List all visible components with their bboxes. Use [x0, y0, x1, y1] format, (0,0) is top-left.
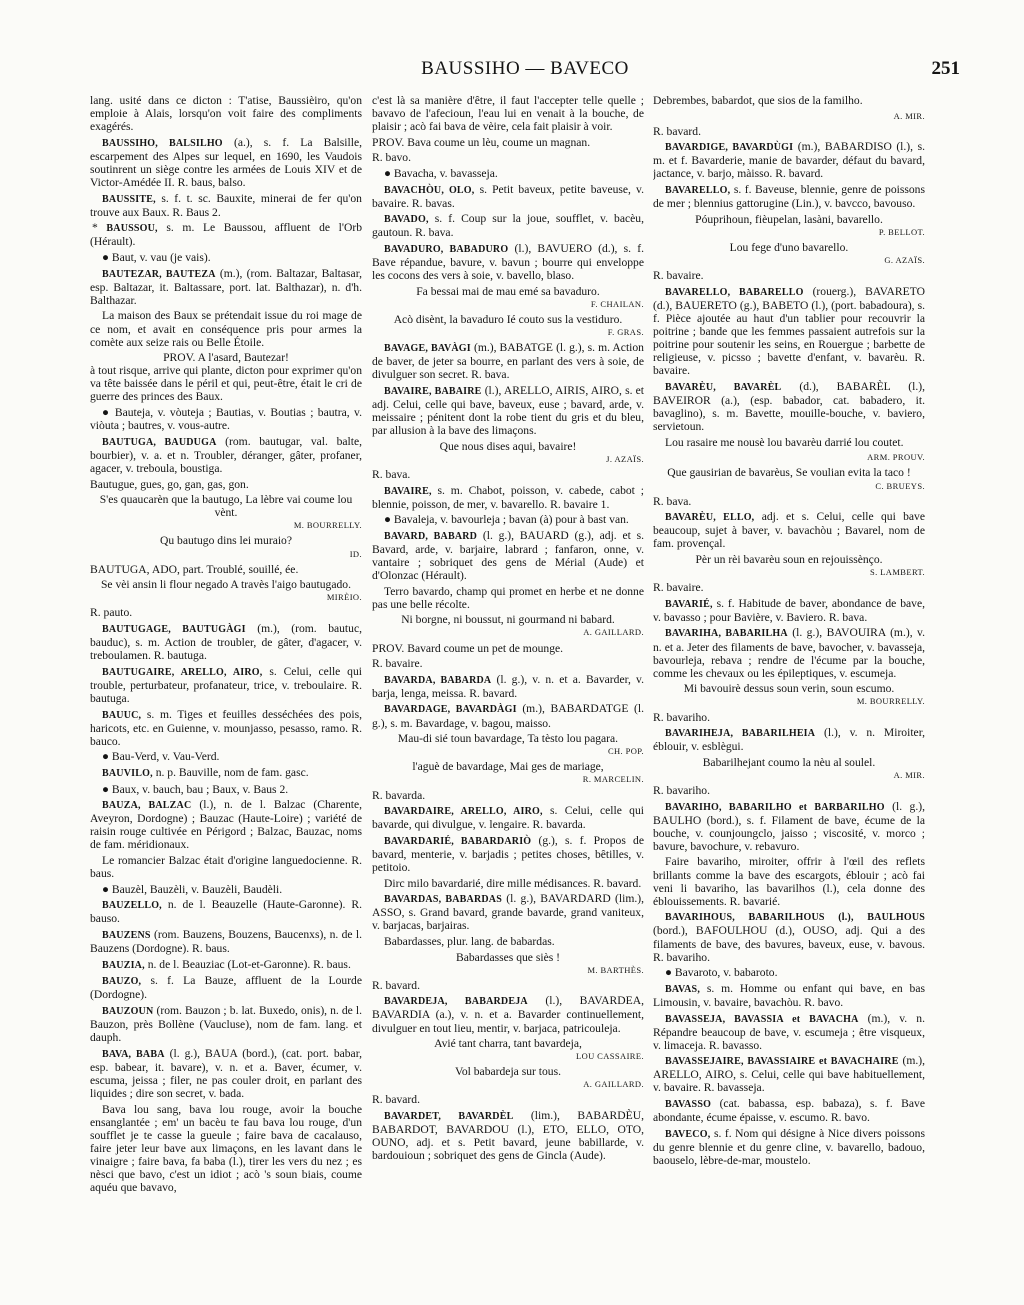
page-title: BAUSSIHO — BAVECO [421, 58, 629, 79]
entry-body: (l. g.), v. n. et a. Bavarder, v. barja, lenga, meissa. R. bavard. [372, 672, 644, 700]
dictionary-entry [90, 136, 362, 189]
dictionary-entry [90, 974, 362, 1001]
citation-verse [90, 493, 362, 519]
entry-body: J. AZAÏS. [606, 453, 644, 464]
dictionary-entry [372, 1109, 644, 1162]
entry-body: A. MIR. [893, 769, 925, 780]
entry-body: (l. g.), BAULHO (bord.), s. f. Filament de bave, écume de la bouche, v. counjoungclo, jaisso ; viscosité, v. morco ; bavure, bavochure, v. rebavuro. [653, 799, 925, 853]
headword: BAUUC, [102, 709, 142, 721]
dictionary-entry [372, 341, 644, 381]
entry-body: (l.), v. n. Miroiter, éblouir, v. esblègui. [653, 726, 925, 754]
entry-body: R. bavariho. [653, 784, 710, 797]
entry-body: A. GAILLARD. [583, 1079, 644, 1090]
entry-body: (g.), s. f. Propos de bavard, menterie, v. barjadis ; petites choses, bêtilles, v. petitoio. [372, 833, 644, 874]
entry-body: (l. g.), BAUARD (g.), adj. et s. Bavard, arde, v. barjaire, labrard ; fanfaron, onne, v. vantaire ; sobriquet des gens de Mérial (Aude) et d'Olonzac (Hérault). [372, 528, 644, 583]
entry-body: Póuprihoun, fièupelan, lasàni, bavarello. [695, 212, 883, 226]
headword: BAVARD, BABARD [384, 530, 478, 542]
entry-body: (m.), v. n. Répandre beaucoup de bave, v. escumeja ; être visqueux, v. limaceja. R. bavasso. [653, 1011, 925, 1052]
entry-body: s. m. Homme ou enfant qui bave, en bas Limousin, v. bavaire, bavachòu. R. bavo. [653, 981, 925, 1009]
entry-body: F. GRAS. [607, 327, 644, 337]
headword: BAVARIHA, BABARILHA [665, 628, 788, 640]
entry-body: Debrembes, babardot, que sios de la familho. [653, 94, 863, 107]
entry-body: s. m. Le Baussou, affluent de l'Orb (Hérault). [90, 221, 362, 249]
headword: BAUTUGAGE, BAUTUGÀGI [102, 623, 246, 635]
entry-body: Lou fege d'uno bavarello. [729, 240, 849, 254]
citation-author [653, 769, 925, 782]
headword: BAVARDAS, BABARDAS [384, 894, 502, 906]
citation-author [90, 591, 362, 604]
dictionary-entry [653, 510, 925, 550]
entry-body: Qu bautugo dins lei muraio? [159, 534, 292, 548]
entry-body: R. bavarda. [372, 788, 426, 802]
citation-verse [653, 756, 925, 769]
entry-text [372, 979, 644, 992]
entry-body: MIRÈIO. [326, 592, 362, 603]
entry-body: n. p. Bauville, nom de fam. gasc. [155, 765, 309, 779]
entry-body: Vol babardeja sur tous. [454, 1065, 562, 1079]
dictionary-entry [90, 708, 362, 748]
entry-body: (bord.), BAFOULHOU (d.), OUSO, adj. Qui a des filaments de bave, des bavures, baveux, euse, v. bavous. R. bavariho. [653, 924, 925, 964]
headword: BAVARDARIÉ, BABARDARIÒ [384, 835, 532, 847]
citation-author [372, 964, 644, 977]
dictionary-entry [90, 928, 362, 955]
citation-verse [372, 613, 644, 626]
dictionary-entry [653, 380, 925, 433]
dictionary-entry [372, 702, 644, 729]
entry-body: Terro bavardo, champ qui promet en herbe et ne donne pas une belle récolte. [372, 584, 644, 611]
entry-body: Babardasses que siès ! [456, 950, 560, 964]
entry-text [372, 789, 644, 802]
entry-body: l'aguè de bavardage, Mai ges de mariage, [412, 760, 604, 774]
entry-body: lang. usité dans ce dicton : T'atise, Baussièiro, qu'on emploie à Alais, lorsqu'on voit faire des compliments exagérés. [90, 94, 362, 134]
entry-text [653, 495, 925, 508]
headword: BAUZIA, [102, 959, 145, 971]
dictionary-entry [90, 192, 362, 219]
entry-body: R. bava. [653, 494, 692, 508]
running-header [90, 58, 960, 88]
headword: BAUTUGAIRE, ARELLO, AIRO, [102, 666, 263, 678]
entry-body: n. de l. Beauzelle (Haute-Garonne). R. bauso. [90, 898, 362, 926]
citation-author [372, 1050, 644, 1063]
entry-body: Lou rasaire me nousè lou bavarèu darrié lou coutet. [665, 435, 904, 449]
entry-body: ● Bau-Verd, v. Vau-Verd. [102, 750, 220, 764]
entry-body: s. f. t. sc. Bauxite, minerai de fer qu'on trouve aux Baux. R. Baus 2. [90, 191, 362, 219]
citation-author [90, 548, 362, 561]
headword: BAVASSO [665, 1099, 712, 1111]
citation-author [372, 453, 644, 466]
entry-body: Dirc milo bavardarié, dire mille médisances. R. bavard. [384, 876, 642, 890]
dictionary-entry [90, 883, 362, 896]
citation-author [653, 695, 925, 708]
entry-body: s. m. Tiges et feuilles desséchées des pois, haricots, etc. en Guienne, v. mounjasso, pesasso, ramo. R. bauco. [90, 707, 362, 748]
entry-body: R. bavaire. [653, 269, 704, 283]
headword: BAVARDET, BAVARDÈL [384, 1111, 514, 1123]
headword: BAVAGE, BAVÀGI [384, 343, 471, 355]
headword: BAVAS, [665, 983, 701, 995]
citation-author [372, 298, 644, 311]
dictionary-entry [372, 484, 644, 511]
entry-body: C. BRUEYS. [875, 480, 925, 491]
entry-body: (rouerg.), BAVARETO (d.), BAUERETO (g.), BABETO (l.), (port. babadoura), s. f. Pièce ajoutée au haut d'un tablier pour recouvrir la poitrine ; bande que les femmes passaient autrefois sur la poitrine pour soutenir les seins, en Rouergue ; barbette de religieuse, v. picsso ; bavette d'enfant, v. bavarèu. R. bavaire. [653, 284, 925, 378]
citation-author [653, 451, 925, 464]
entry-body: PROV. Bavard coume un pet de mounge. [372, 641, 564, 655]
entry-body: PROV. A l'asard, Bautezar! [163, 351, 289, 365]
entry-body: s. Celui, celle qui trouble, perturbateur, profanateur, trice, v. treboulaire. R. bautuga. [90, 664, 362, 705]
dictionary-entry [372, 167, 644, 180]
entry-body: Faire bavariho, miroiter, offrir à l'œil des reflets brillants comme la bave des escargots, éblouir ; acò fai veni li bavariho, las bavarilhos (l.), cela donne des éblouissements. R. bavarié. [653, 855, 925, 908]
headword: BAVARELLO, [665, 185, 731, 197]
dictionary-entry [372, 673, 644, 700]
headword: BAVAIRE, BABAIRE [384, 385, 482, 397]
headword: BAVAIRE, [384, 485, 432, 497]
entry-body: Ni borgne, ni boussut, ni gourmand ni babard. [401, 613, 615, 627]
entry-body: s. Petit baveux, petite baveuse, v. bavaire. R. bavas. [372, 182, 644, 210]
headword: BAVA, BABA [102, 1048, 165, 1060]
entry-body: R. bavaire. [372, 657, 423, 671]
dictionary-entry [653, 597, 925, 624]
citation-author [653, 226, 925, 239]
entry-body: Fa bessai mai de mau emé sa bavaduro. [416, 284, 600, 298]
dictionary-entry [90, 766, 362, 780]
dictionary-entry [653, 1012, 925, 1052]
dictionary-entry [372, 892, 644, 932]
entry-body: R. pauto. [90, 606, 133, 620]
entry-body: ● Bauzèl, Bauzèli, v. Bauzèli, Baudèli. [102, 882, 283, 896]
asterisk-mark: * [92, 221, 107, 235]
citation-verse [90, 351, 362, 364]
headword: BAVASSEJAIRE, BAVASSIAIRE et BAVACHAIRE [665, 1056, 899, 1068]
headword: BAUZO, [102, 976, 142, 988]
entry-body: Le romancier Balzac était d'origine languedocienne. R. baus. [90, 853, 362, 881]
entry-text [90, 563, 362, 576]
headword: BAVADURO, BABADURO [384, 243, 509, 255]
dictionary-entry [372, 935, 644, 948]
entry-body: c'est là sa manière d'être, il faut l'accepter telle quelle ; bavavo de l'afecioun, l'eau lui en venait à la bouche, de plaisir ; acò fai bava de vèire, cela fait plaisir à voir. [372, 94, 644, 134]
entry-body: (l.), BAVUERO (d.), s. f. Bave répandue, bavure, v. bavun ; bourre qui enveloppe les cocons des vers à soie, v. bavello, blaso. [372, 241, 644, 283]
citation-verse [90, 578, 362, 591]
entry-text [372, 151, 644, 164]
entry-text [90, 94, 362, 133]
dictionary-entry [653, 140, 925, 180]
headword: BAVARIHEJA, BABARILHEIA [665, 728, 816, 740]
dictionary-entry [653, 1054, 925, 1094]
dictionary-entry [653, 183, 925, 210]
entry-text [653, 269, 925, 282]
citation-verse [372, 313, 644, 326]
text-column-middle [372, 94, 644, 1254]
citation-verse [653, 682, 925, 695]
entry-text [653, 581, 925, 594]
page-number: 251 [931, 58, 960, 79]
entry-body: n. de l. Beauziac (Lot-et-Garonne). R. baus. [147, 957, 351, 971]
entry-body: s. f. Baveuse, blennie, genre de poissons de mer ; blennius gattorugine (Lin.), v. bavcco, bavouso. [653, 183, 925, 211]
dictionary-entry [372, 183, 644, 210]
citation-author [653, 110, 925, 123]
headword: BAVACHÒU, OLO, [384, 184, 475, 196]
entry-body: PROV. Bava coume un lèu, coume un magnan. [372, 135, 591, 149]
entry-body: s. f. La Bauze, affluent de la Lourde (Dordogne). [90, 974, 362, 1002]
citation-verse [372, 951, 644, 964]
headword: BAUTUGA, BAUDUGA [102, 436, 217, 448]
citation-author [372, 773, 644, 786]
headword: BAVARDAGE, BAVARDÀGI [384, 704, 517, 716]
entry-body: Mau-di sié toun bavardage, Ta tèsto lou pagara. [397, 732, 619, 746]
headword: BAUSSOU, [106, 223, 158, 235]
entry-body: S'es quaucarèn que la bautugo, La lèbre vai coume lou vènt. [99, 493, 353, 520]
entry-body: (rom. Bauzens, Bouzens, Baucenxs), n. de l. Bauzens (Dordogne). R. baus. [90, 927, 362, 956]
dictionary-entry [372, 384, 644, 437]
citation-verse [372, 1037, 644, 1050]
dictionary-entry [90, 1004, 362, 1044]
dictionary-entry [653, 966, 925, 979]
entry-body: R. bavaire. [653, 581, 704, 595]
entry-text [653, 711, 925, 724]
dictionary-entry [372, 994, 644, 1034]
entry-body: (m.), ARELLO, AIRO, s. Celui, celle qui bave habituellement, v. bavaire. R. bavasseja. [653, 1054, 925, 1095]
dictionary-entry [90, 221, 362, 248]
entry-body: ● Bavacha, v. bavasseja. [384, 166, 498, 180]
dictionary-entry [653, 436, 925, 449]
entry-body: G. AZAÏS. [884, 255, 925, 266]
entry-body: Bava lou sang, bava lou rouge, avoir la bouche ensanglantée ; em' un bacèu te fau bava lou rouge, d'un soufflet je te casse la gueule ; faire bava de cacalauso, faire jeter leur bave aux limaçons, en les lavant dans le vinaigre ; faire bava, fa baba (l.), tirer les vers du nez ; es nèsci que bavo, c'est un idiot ; acò 's soun biais, coume aquéu que bavavo, [90, 1102, 362, 1195]
citation-verse [372, 732, 644, 745]
headword: BAUSSITE, [102, 193, 156, 205]
dictionary-entry [653, 910, 925, 963]
entry-body: CH. POP. [607, 746, 644, 757]
headword: BAVARELLO, BABARELLO [665, 286, 804, 298]
dictionary-entry [90, 1103, 362, 1195]
entry-body: Bautugue, gues, go, gan, gas, gon. [90, 477, 249, 491]
dictionary-entry [372, 529, 644, 582]
entry-body: BAUTUGA, ADO, part. Troublé, souillé, ée. [90, 562, 299, 576]
entry-body: ARM. PROUV. [867, 452, 925, 463]
citation-author [90, 519, 362, 532]
citation-verse [372, 285, 644, 298]
entry-body: Acò disènt, la bavaduro Ié couto sus la vestiduro. [393, 312, 623, 326]
headword: BAVARÈU, ELLO, [665, 512, 755, 524]
entry-body: Pèr un rèi bavarèu soun en rejouissènço. [695, 553, 883, 566]
dictionary-entry [90, 1047, 362, 1100]
citation-author [372, 326, 644, 339]
entry-text [372, 642, 644, 655]
headword: BAVARIHOUS, BABARILHOUS (l.), BAULHOUS [665, 912, 925, 924]
entry-body: (l. g.), BAVOUIRA (m.), v. n. et a. Jeter des filaments de bave, bavocher, v. bavasseja, bavourleja, rebava ; rendre de l'écume par la bouche, comme les chevaux ou les épileptiques, v. escumeja. [653, 626, 925, 680]
entry-text [90, 478, 362, 491]
headword: BAUZELLO, [102, 900, 162, 912]
dictionary-entry [90, 665, 362, 705]
headword: BAVARDEJA, BABARDEJA [384, 996, 528, 1008]
entry-body: M. BOURRELLY. [856, 696, 925, 707]
entry-body: A. MIR. [893, 110, 925, 121]
headword: BAVARIÉ, [665, 598, 713, 610]
dictionary-entry [90, 435, 362, 475]
entry-body: R. bava. [372, 467, 411, 481]
entry-body: (l.), BAVARDEA, BAVARDIA (a.), v. n. et a. Bavarder continuellement, divulguer en tout lieu, mentir, v. barjaca, patricouleja. [372, 994, 644, 1035]
dictionary-entry [90, 783, 362, 796]
dictionary-entry [653, 1097, 925, 1124]
dictionary-entry [653, 855, 925, 907]
entry-body: M. BARTHÈS. [587, 964, 644, 975]
entry-body: (a.), s. f. La Balsille, escarpement des Alpes sur lequel, en 1690, les Vaudois soutinrent un siège contre les armées de Louis XIV et de Victor-Amédée II. R. baus, balso. [90, 135, 362, 190]
entry-body: ● Bauteja, v. vòuteja ; Bautias, v. Boutias ; bautra, v. viòuta ; bautres, v. vous-autre. [90, 406, 362, 433]
dictionary-entry [90, 309, 362, 348]
entry-body: La maison des Baux se prétendait issue du roi mage de ce nom, et avait en conséquence pris pour armes la comète aux seize rais ou Belle Étoile. [90, 309, 362, 349]
dictionary-entry [90, 267, 362, 307]
entry-body: R. bavard. [372, 1093, 420, 1107]
entry-body: s. f. Nom qui désigne à Nice divers poissons du genre blennie et du genre cline, v. bavarello, badouo, baouselo, lèbre-de-mar, moustelo. [653, 1126, 925, 1167]
entry-body: R. MARCELIN. [582, 774, 644, 785]
citation-verse [653, 553, 925, 566]
citation-verse [653, 466, 925, 479]
entry-text [372, 136, 644, 149]
entry-body: s. f. Habitude de baver, abondance de bave, v. bavasso ; pour Bavière, v. Baviero. R. bava. [653, 596, 925, 624]
entry-body: R. bavard. [653, 124, 701, 138]
headword: BAVASSEJA, BAVASSIA et BAVACHA [665, 1013, 859, 1025]
entry-body: Que nous dises aqui, bavaire! [439, 439, 577, 453]
headword: BAVECO, [665, 1128, 711, 1140]
dictionary-entry [653, 982, 925, 1009]
dictionary-entry [90, 958, 362, 972]
entry-body: (m.), BABARDATGE (l. g.), s. m. Bavardage, v. bagou, maisso. [372, 702, 644, 730]
entry-body: S. LAMBERT. [870, 567, 925, 578]
entry-body: ● Bavaroto, v. babaroto. [665, 966, 778, 980]
citation-author [653, 566, 925, 579]
entry-body: P. BELLOT. [878, 226, 925, 237]
entry-body: (l.), ARELLO, AIRIS, AIRO, s. et adj. Celui, celle qui bave, baveux, euse ; bavard, arde, v. meissaire ; pénitent dont la robe tient du gris et du bleu, par allusion à la bave des limaçons. [372, 383, 644, 438]
entry-body: Mi bavouirè dessus soun verin, soun escumo. [683, 682, 895, 696]
headword: BAUTEZAR, BAUTEZA [102, 268, 216, 280]
citation-verse [90, 534, 362, 547]
dictionary-entry [90, 750, 362, 763]
dictionary-entry [90, 622, 362, 662]
entry-body: (rom. Bauzon ; b. lat. Buxedo, onis), n. de l. Bauzon, près Bollène (Vaucluse), nom de fam. lang. et dauph. [90, 1003, 362, 1045]
entry-text [372, 1093, 644, 1106]
entry-text [90, 364, 362, 403]
entry-body: LOU CASSAIRE. [575, 1051, 644, 1062]
entry-body: (m.), BABARDISO (l.), s. m. et f. Bavarderie, manie de bavarder, défaut du bavard, jactance, v. barjo, màisso. R. bavard. [653, 140, 925, 181]
entry-body: adj. et s. Celui, celle qui bave beaucoup, sujet à baver, v. bavachòu ; Bavarel, nom de fam. provençal. [653, 510, 925, 551]
headword: BAUZA, BALZAC [102, 800, 192, 812]
headword: BAUZENS [102, 929, 151, 941]
entry-body: Babarilhejant coumo la nèu al soulel. [702, 755, 876, 769]
entry-text [653, 784, 925, 797]
citation-verse [653, 213, 925, 226]
entry-body: Que gausirian de bavarèus, Se voulian evita la taco ! [667, 466, 911, 480]
entry-body: Avié tant charra, tant bavardeja, [434, 1037, 582, 1051]
citation-author [372, 626, 644, 639]
dictionary-entry [372, 877, 644, 890]
entry-text [90, 606, 362, 619]
entry-body: R. bavariho. [653, 710, 710, 724]
dictionary-entry [90, 854, 362, 880]
headword: BAVARDAIRE, ARELLO, AIRO, [384, 806, 543, 818]
entry-body: (cat. babassa, esp. babaza), s. f. Bave abondante, écume épaisse, v. escumo. R. bavo. [653, 1097, 925, 1125]
dictionary-entry [372, 585, 644, 611]
entry-body: (m.), (rom. bautuc, bauduc), s. m. Action de troubler, de gâter, d'agacer, v. treboulamen. R. bautuga. [90, 621, 362, 663]
entry-body: M. BOURRELLY. [293, 520, 362, 531]
entry-body: (lim.), BABARDÈU, BABARDOT, BAVARDOU (l.), ETO, ELLO, OTO, OUNO, adj. et s. Petit bavard, jeune babillarde, v. bardouioun ; sobriquet des gens de Gincla (Aude). [372, 1109, 644, 1163]
entry-body: ID. [349, 548, 362, 559]
entry-body: ● Bavaleja, v. bavourleja ; bavan (à) pour à bast van. [384, 513, 629, 527]
entry-body: (rom. bautugar, val. balte, bourbier), v. a. et n. Troubler, déranger, gâter, profaner, agacer, v. treboula, boustiga. [90, 434, 362, 475]
text-column-right [653, 94, 925, 1254]
entry-body: Babardasses, plur. lang. de babardas. [384, 934, 555, 948]
entry-body: s. f. Coup sur la joue, soufflet, v. bacèu, gautoun. R. bava. [372, 212, 644, 240]
entry-body: (m.), (rom. Baltazar, Baltasar, esp. Baltazar, it. Baltassare, port. lat. Balthazar), n. d'h. Balthazar. [90, 266, 362, 307]
dictionary-entry [90, 898, 362, 925]
entry-body: s. m. Chabot, poisson, v. cabede, cabot ; blennie, poisson, de mer, v. bavarello. R. bavaire 1. [372, 483, 644, 511]
dictionary-entry [653, 800, 925, 853]
entry-text [372, 94, 644, 133]
headword: BAVARDIGE, BAVARDÙGI [665, 142, 794, 154]
entry-text [653, 125, 925, 138]
entry-body: ● Baux, v. bauch, bau ; Baux, v. Baus 2. [102, 782, 289, 796]
headword: BAVADO, [384, 214, 429, 226]
citation-author [372, 1078, 644, 1091]
headword: BAVARDA, BABARDA [384, 674, 492, 686]
citation-verse [372, 760, 644, 773]
dictionary-entry [653, 1127, 925, 1167]
dictionary-entry [90, 798, 362, 851]
headword: BAUVILO, [102, 767, 153, 779]
entry-body: s. Celui, celle qui bavarde, qui divulgue, v. lengaire. R. bavarda. [372, 804, 644, 832]
dictionary-entry [372, 804, 644, 831]
dictionary-entry [372, 212, 644, 239]
entry-text [372, 468, 644, 481]
headword: BAVARIHO, BABARILHO et BARBARILHO [665, 801, 885, 813]
entry-text [653, 94, 925, 107]
entry-body: R. bavard. [372, 978, 420, 992]
entry-body: à tout risque, arrive qui plante, dicton pour exprimer qu'on va tête baissée dans le péril et qui, peut-être, était le cri de guerre des princes des Baux. [90, 364, 362, 404]
entry-body: (m.), BABATGE (l. g.), s. m. Action de baver, de jeter sa bourre, en parlant des vers à soie, de divulguer son secret. R. bava. [372, 341, 644, 382]
entry-body: (l. g.), BAUA (bord.), (cat. port. babar, esp. babear, it. bavare), v. n. et a. Baver, écumer, v. escuma, jeissa ; filer, ne pas couler droit, en parlant des liquides ; dire son secret, v. bada. [90, 1046, 362, 1100]
dictionary-entry [653, 726, 925, 753]
dictionary-entry [90, 406, 362, 432]
entry-text [372, 657, 644, 670]
headword: BAUSSIHO, BALSILHO [102, 137, 223, 149]
dictionary-entry [653, 285, 925, 378]
entry-body: R. bavo. [372, 151, 411, 165]
entry-body: F. CHAILAN. [590, 298, 644, 309]
dictionary-entry [653, 626, 925, 679]
headword: BAUZOUN [102, 1005, 154, 1017]
citation-author [653, 254, 925, 267]
entry-body: ● Baut, v. vau (je vais). [102, 251, 211, 265]
citation-author [653, 480, 925, 493]
citation-verse [653, 241, 925, 254]
citation-verse [372, 1065, 644, 1078]
dictionary-entry [372, 834, 644, 874]
entry-body: (l. g.), BAVARDARD (lim.), ASSO, s. Grand bavard, grande bavarde, grand vaniteux, v. barjacas, barjairas. [372, 892, 644, 933]
text-column-left [90, 94, 362, 1254]
dictionary-entry [372, 242, 644, 282]
entry-body: (d.), BABARÈL (l.), BAVEIROR (a.), (esp. babador, cat. babadero, it. bavaglino), s. m. Bavette, mouille-bouche, v. baviero, servietoun. [653, 379, 925, 434]
citation-author [372, 745, 644, 758]
citation-verse [372, 440, 644, 453]
entry-body: A. GAILLARD. [583, 627, 644, 638]
dictionary-entry [372, 513, 644, 526]
headword: BAVARÈU, BAVARÈL [665, 381, 782, 393]
dictionary-entry [90, 251, 362, 264]
entry-body: Se vèi ansin li flour negado A travès l'aigo bautugado. [100, 578, 351, 592]
entry-body: (l.), n. de l. Balzac (Charente, Aveyron, Dordogne) ; Bauzac (Haute-Loire) ; variété de raisin rouge cultivée en Périgord ; Balzac, Bauzac, noms de fam. méridionaux. [90, 798, 362, 852]
